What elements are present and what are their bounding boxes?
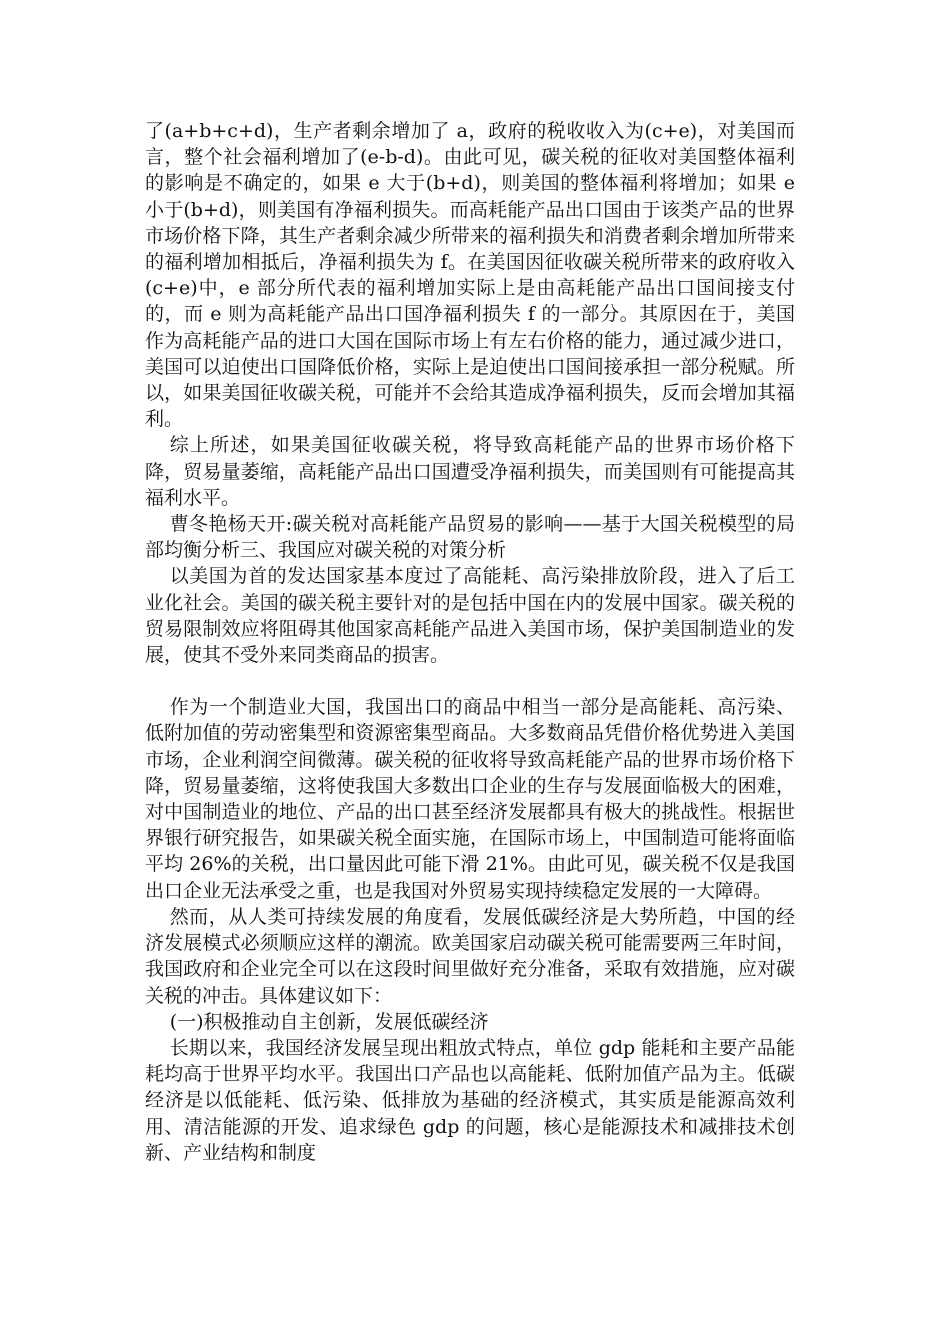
section-heading-countermeasures: 曹冬艳杨天开:碳关税对高耗能产品贸易的影响——基于大国关税模型的局部均衡分析三、我国应对碳关税的对策分析: [145, 513, 795, 562]
document-page: [145, 118, 795, 1166]
body-paragraph-welfare-analysis: 了(a+b+c+d)，生产者剩余增加了 a，政府的税收收入为(c+e)，对美国而言，整个社会福利增加了(e-b-d)。由此可见，碳关税的征收对美国整体福利的影响是不确定的，如果 e 大于(b+d)，则美国的整体福利将增加；如果 e 小于(b+d)，则美国有净福利损失。而高耗能产品出口国由于该类产品的世界市场价格下降，其生产者剩余减少所带来的福利损失和消费者剩余增加所带来的福利增加相抵后，净福利损失为 f。在美国因征收碳关税所带来的政府收入(c+e)中，e 部分所代表的福利增加实际上是由高耗能产品出口国间接支付的，而 e 则为高耗能产品出口国净福利损失 f 的一部分。其原因在于，美国作为高耗能产品的进口大国在国际市场上有左右价格的能力，通过减少进口，美国可以迫使出口国降低价格，实际上是迫使出口国间接承担一部分税赋。所以，如果美国征收碳关税，可能并不会给其造成净福利损失，反而会增加其福利。: [145, 120, 795, 431]
body-paragraph-developed-countries: 以美国为首的发达国家基本度过了高能耗、高污染排放阶段，进入了后工业化社会。美国的碳关税主要针对的是包括中国在内的发展中国家。碳关税的贸易限制效应将阻碍其他国家高耗能产品进入美国市场，保护美国制造业的发展，使其不受外来同类商品的损害。: [145, 565, 795, 667]
subheading-innovation: (一)积极推动自主创新，发展低碳经济: [169, 1010, 489, 1033]
body-paragraph-low-carbon-trend: 然而，从人类可持续发展的角度看，发展低碳经济是大势所趋，中国的经济发展模式必须顺应这样的潮流。欧美国家启动碳关税可能需要两三年时间，我国政府和企业完全可以在这段时间里做好充分准备，采取有效措施，应对碳关税的冲击。具体建议如下：: [145, 905, 795, 1007]
paragraph-gap: [145, 668, 795, 694]
body-paragraph-summary: 综上所述，如果美国征收碳关税，将导致高耗能产品的世界市场价格下降，贸易量萎缩，高耗能产品出口国遭受净福利损失，而美国则有可能提高其福利水平。: [145, 434, 795, 509]
body-paragraph-manufacturing-impact: 作为一个制造业大国，我国出口的商品中相当一部分是高能耗、高污染、低附加值的劳动密集型和资源密集型商品。大多数商品凭借价格优势进入美国市场，企业利润空间微薄。碳关税的征收将导致高耗能产品的世界市场价格下降，贸易量萎缩，这将使我国大多数出口企业的生存与发展面临极大的困难，对中国制造业的地位、产品的出口甚至经济发展都具有极大的挑战性。根据世界银行研究报告，如果碳关税全面实施，在国际市场上，中国制造可能将面临平均 26%的关税，出口量因此可能下滑 21%。由此可见，碳关税不仅是我国出口企业无法承受之重，也是我国对外贸易实现持续稳定发展的一大障碍。: [145, 696, 795, 902]
body-paragraph-extensive-growth: 长期以来，我国经济发展呈现出粗放式特点，单位 gdp 能耗和主要产品能耗均高于世界平均水平。我国出口产品也以高能耗、低附加值产品为主。低碳经济是以低能耗、低污染、低排放为基础的经济模式，其实质是能源高效利用、清洁能源的开发、追求绿色 gdp 的问题，核心是能源技术和减排技术创新、产业结构和制度: [145, 1036, 795, 1164]
